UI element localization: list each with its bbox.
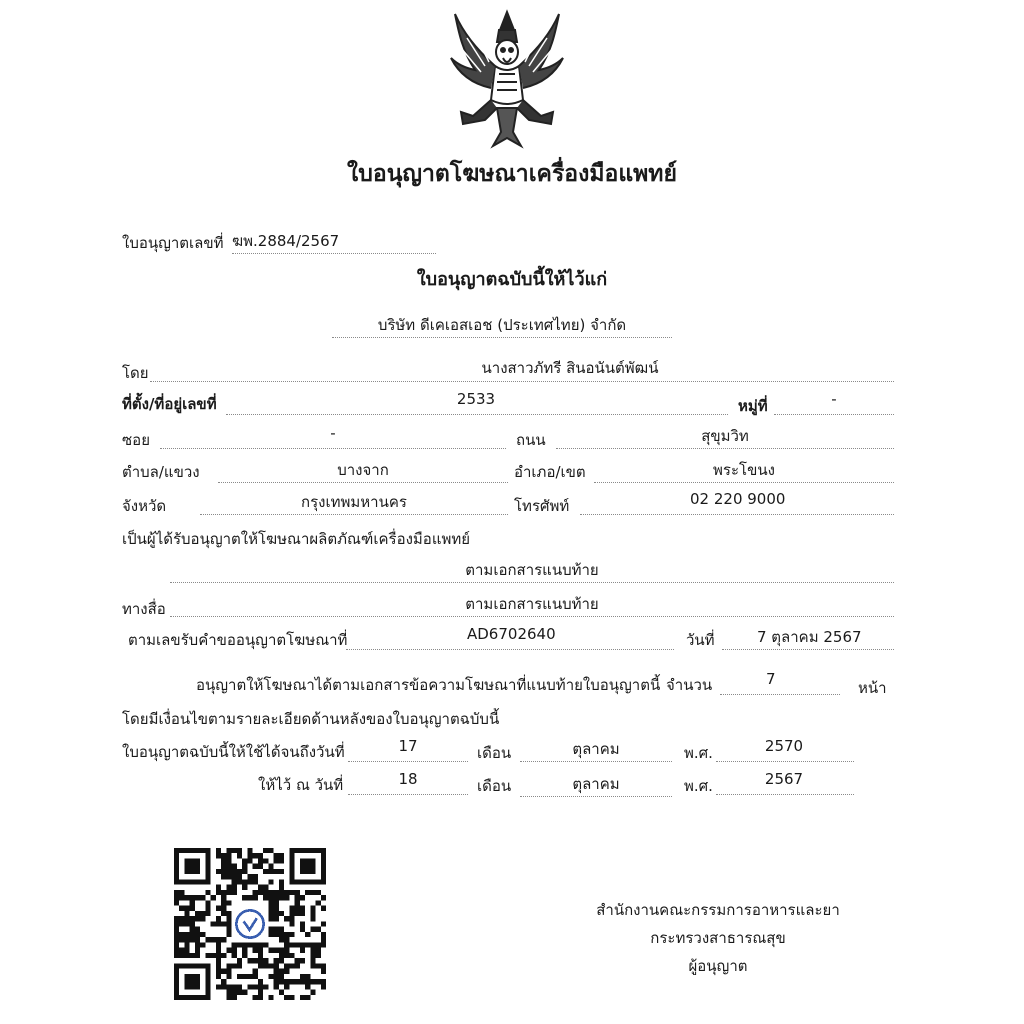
- valid-month-label: เดือน: [477, 744, 512, 762]
- valid-until-label: ใบอนุญาตฉบับนี้ให้ใช้ได้จนถึงวันที่: [122, 743, 345, 761]
- dotted-line: [774, 414, 894, 415]
- phone-label: โทรศัพท์: [514, 497, 570, 515]
- valid-month: ตุลาคม: [572, 740, 620, 758]
- dotted-line: [346, 649, 674, 650]
- address-label: ที่ตั้ง/ที่อยู่เลขที่: [122, 395, 217, 413]
- issuer-role: ผู้อนุญาต: [688, 957, 748, 975]
- company-name: บริษัท ดีเคเอสเอช (ประเทศไทย) จำกัด: [377, 316, 627, 334]
- moo-value: -: [831, 390, 837, 408]
- valid-be-label: พ.ศ.: [684, 744, 713, 762]
- allow-text: อนุญาตให้โฆษณาได้ตามเอกสารข้อความโฆษณาที่แนบท้ายใบอนุญาตนี้: [196, 676, 661, 694]
- soi-value: -: [330, 424, 336, 442]
- garuda-emblem-icon: [445, 8, 570, 150]
- dotted-line: [348, 761, 468, 762]
- phone-value: 02 220 9000: [690, 490, 786, 508]
- given-be-label: พ.ศ.: [684, 777, 713, 795]
- given-month-label: เดือน: [477, 777, 512, 795]
- district-value: พระโขนง: [713, 461, 775, 479]
- dotted-line: [720, 694, 840, 695]
- by-label: โดย: [122, 364, 149, 382]
- request-label: ตามเลขรับคำขออนุญาตโฆษณาที่: [128, 631, 348, 649]
- count-value: 7: [766, 670, 776, 688]
- soi-label: ซอย: [122, 431, 150, 449]
- dotted-line: [722, 649, 894, 650]
- dotted-line: [150, 381, 894, 382]
- valid-day: 17: [398, 737, 418, 755]
- request-number: AD6702640: [467, 625, 556, 643]
- by-name: นางสาวภัทรี สินอนันต์พัฒน์: [481, 359, 659, 377]
- given-year: 2567: [764, 770, 804, 788]
- document-title: ใบอนุญาตโฆษณาเครื่องมือแพทย์: [347, 161, 677, 187]
- road-label: ถนน: [516, 431, 546, 449]
- license-no-label: ใบอนุญาตเลขที่: [122, 234, 224, 252]
- pages-label: หน้า: [858, 679, 887, 697]
- dotted-line: [594, 482, 894, 483]
- given-day: 18: [398, 770, 418, 788]
- issuer-ministry: กระทรวงสาธารณสุข: [650, 929, 786, 947]
- given-label: ให้ไว้ ณ วันที่: [258, 776, 344, 794]
- request-date-label: วันที่: [686, 631, 715, 649]
- dotted-line: [232, 253, 436, 254]
- subdistrict-value: บางจาก: [337, 461, 389, 479]
- district-label: อำเภอ/เขต: [514, 463, 586, 481]
- dotted-line: [716, 761, 854, 762]
- dotted-line: [580, 514, 894, 515]
- province-value: กรุงเทพมหานคร: [301, 493, 407, 511]
- subdistrict-label: ตำบล/แขวง: [122, 463, 200, 481]
- dotted-line: [520, 796, 672, 797]
- valid-year: 2570: [764, 737, 804, 755]
- dotted-line: [348, 794, 468, 795]
- conditions-text: โดยมีเงื่อนไขตามรายละเอียดด้านหลังของใบอนุญาตฉบับนี้: [122, 710, 500, 728]
- count-label: จำนวน: [666, 676, 713, 694]
- permit-text: เป็นผู้ได้รับอนุญาตให้โฆษณาผลิตภัณฑ์เครื่องมือแพทย์: [122, 530, 471, 548]
- media-label: ทางสื่อ: [122, 600, 166, 618]
- issuer-office: สำนักงานคณะกรรมการอาหารและยา: [596, 901, 840, 919]
- address-number: 2533: [456, 390, 496, 408]
- qr-code-icon: [174, 848, 326, 1000]
- media-value: ตามเอกสารแนบท้าย: [465, 595, 599, 613]
- dotted-line: [716, 794, 854, 795]
- province-label: จังหวัด: [122, 497, 167, 515]
- issued-to-heading: ใบอนุญาตฉบับนี้ให้ไว้แก่: [416, 269, 608, 290]
- moo-label: หมู่ที่: [738, 397, 768, 415]
- dotted-line: [556, 448, 894, 449]
- dotted-line: [170, 616, 894, 617]
- license-no-value: ฆพ.2884/2567: [232, 232, 340, 250]
- dotted-line: [170, 582, 894, 583]
- product-value: ตามเอกสารแนบท้าย: [465, 561, 599, 579]
- dotted-line: [226, 414, 728, 415]
- dotted-line: [332, 337, 672, 338]
- dotted-line: [200, 514, 508, 515]
- request-date-value: 7 ตุลาคม 2567: [757, 628, 862, 646]
- given-month: ตุลาคม: [572, 775, 620, 793]
- dotted-line: [520, 761, 672, 762]
- dotted-line: [218, 482, 508, 483]
- road-value: สุขุมวิท: [701, 427, 749, 445]
- dotted-line: [160, 448, 506, 449]
